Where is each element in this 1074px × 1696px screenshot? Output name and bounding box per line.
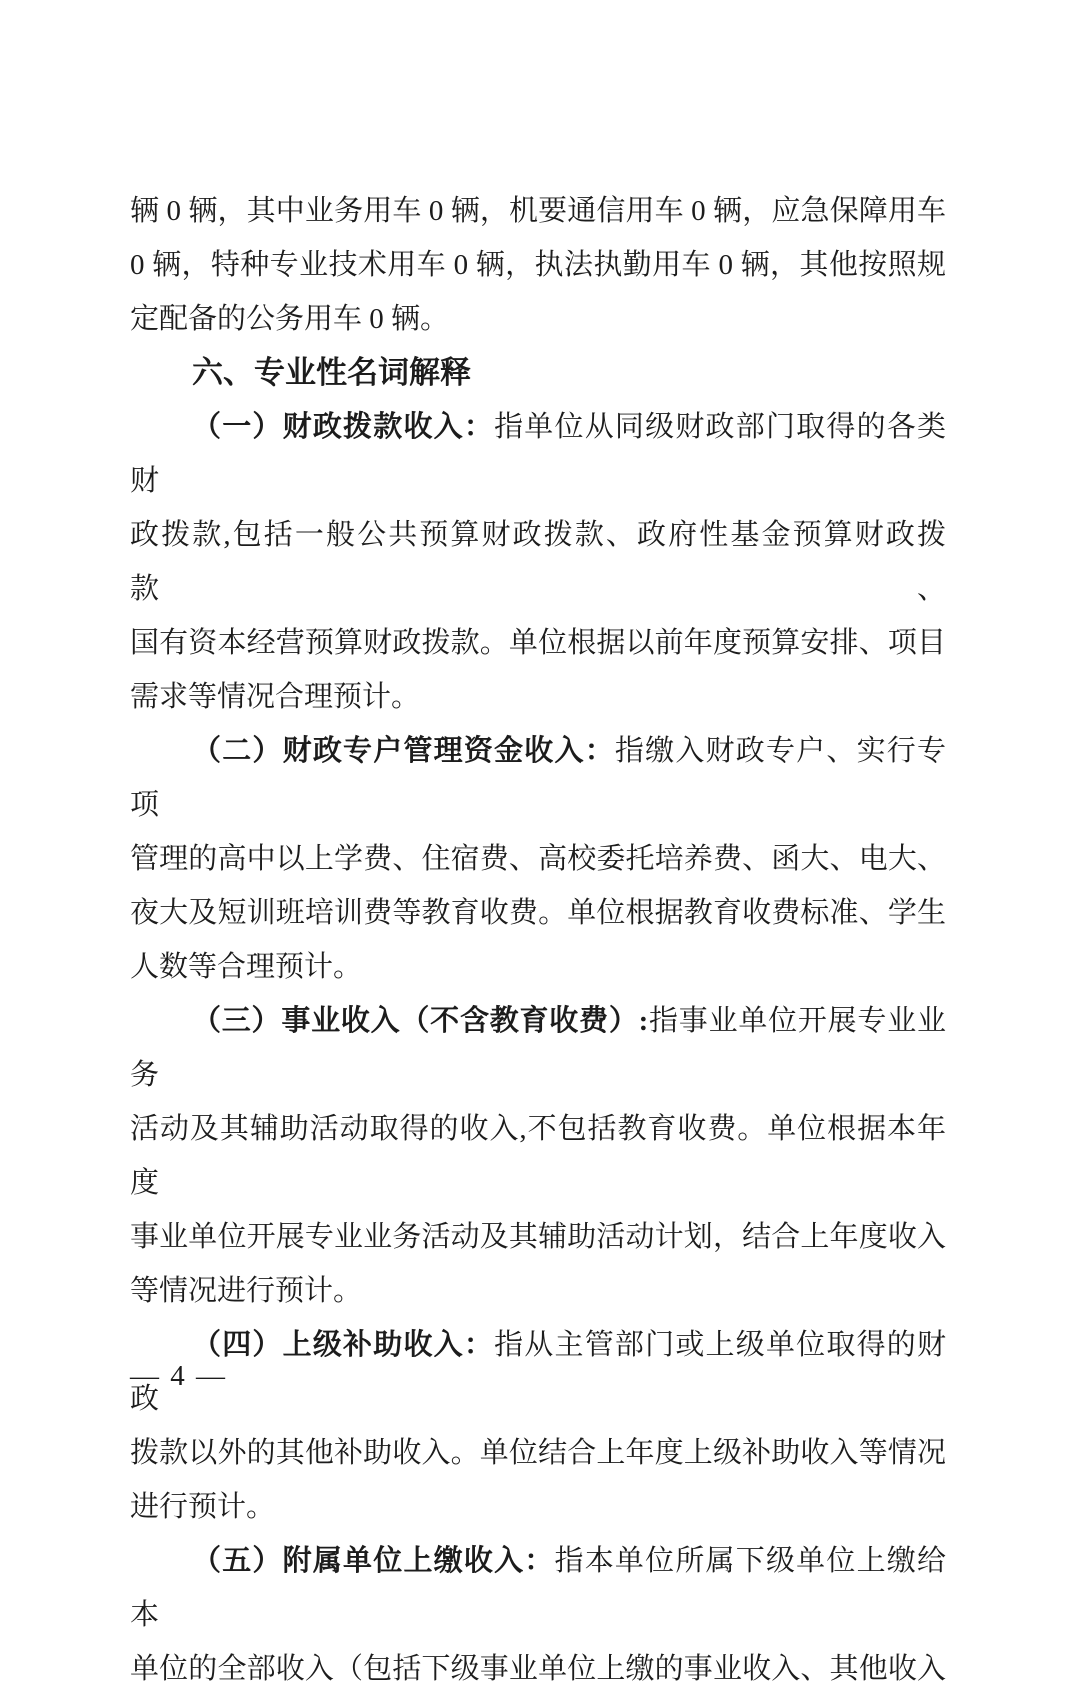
line-text: 人数等合理预计。 [130, 951, 363, 983]
term-bold-text: （三）事业收入（不含教育收费）: [192, 1005, 649, 1037]
body-line [130, 292, 946, 346]
line-text: 国有资本经营预算财政拨款。单位根据以前年度预算安排、项目 [130, 627, 946, 659]
body-line [130, 1480, 946, 1534]
body-line [130, 1102, 946, 1210]
line-text: 指缴入财政专户、实行专项 [130, 735, 946, 821]
body-line [130, 724, 946, 832]
body-line [130, 1534, 946, 1642]
body-line [130, 940, 946, 994]
body-line [130, 616, 946, 670]
line-text: 事业单位开展专业业务活动及其辅助活动计划，结合上年度收入 [130, 1221, 946, 1253]
line-text: 指本单位所属下级单位上缴给本 [130, 1545, 946, 1631]
line-text: 拨款以外的其他补助收入。单位结合上年度上级补助收入等情况 [130, 1437, 946, 1469]
line-text: 辆 0 辆，其中业务用车 0 辆，机要通信用车 0 辆，应急保障用车 [130, 195, 946, 227]
line-text: 活动及其辅助活动取得的收入,不包括教育收费。单位根据本年度 [130, 1113, 946, 1199]
body-line [130, 1642, 946, 1696]
line-text: 政拨款,包括一般公共预算财政拨款、政府性基金预算财政拨款、 [130, 519, 946, 605]
term-bold-text: （四）上级补助收入： [192, 1329, 495, 1361]
line-text: 指单位从同级财政部门取得的各类财 [130, 411, 946, 497]
body-line [130, 994, 946, 1102]
body-line [130, 1318, 946, 1426]
body-line [130, 400, 946, 508]
line-text: 指从主管部门或上级单位取得的财政 [130, 1329, 946, 1415]
body-line [130, 508, 946, 616]
page-number: — 4 — [130, 1360, 227, 1392]
body-line [130, 238, 946, 292]
line-text: 夜大及短训班培训费等教育收费。单位根据教育收费标准、学生 [130, 897, 946, 929]
line-text: 管理的高中以上学费、住宿费、高校委托培养费、函大、电大、 [130, 843, 946, 875]
line-text: 单位的全部收入（包括下级事业单位上缴的事业收入、其他收入 [130, 1653, 946, 1685]
body-line [130, 184, 946, 238]
body-line [130, 670, 946, 724]
document-body [130, 184, 946, 1696]
line-text: 等情况进行预计。 [130, 1275, 363, 1307]
line-text: 进行预计。 [130, 1491, 276, 1523]
line-text: 需求等情况合理预计。 [130, 681, 421, 713]
line-text: 0 辆，特种专业技术用车 0 辆，执法执勤用车 0 辆，其他按照规 [130, 249, 946, 281]
body-line [130, 832, 946, 886]
body-line [130, 1210, 946, 1264]
line-text: 定配备的公务用车 0 辆。 [130, 303, 450, 335]
body-line [130, 1426, 946, 1480]
body-line [130, 1264, 946, 1318]
section-heading: 六、专业性名词解释 [192, 355, 471, 390]
line-text: 指事业单位开展专业业务 [130, 1005, 946, 1091]
term-bold-text: （一）财政拨款收入： [192, 411, 495, 443]
body-line [130, 886, 946, 940]
term-bold-text: （五）附属单位上缴收入： [192, 1545, 555, 1577]
section-heading-line [130, 346, 946, 400]
term-bold-text: （二）财政专户管理资金收入： [192, 735, 615, 767]
